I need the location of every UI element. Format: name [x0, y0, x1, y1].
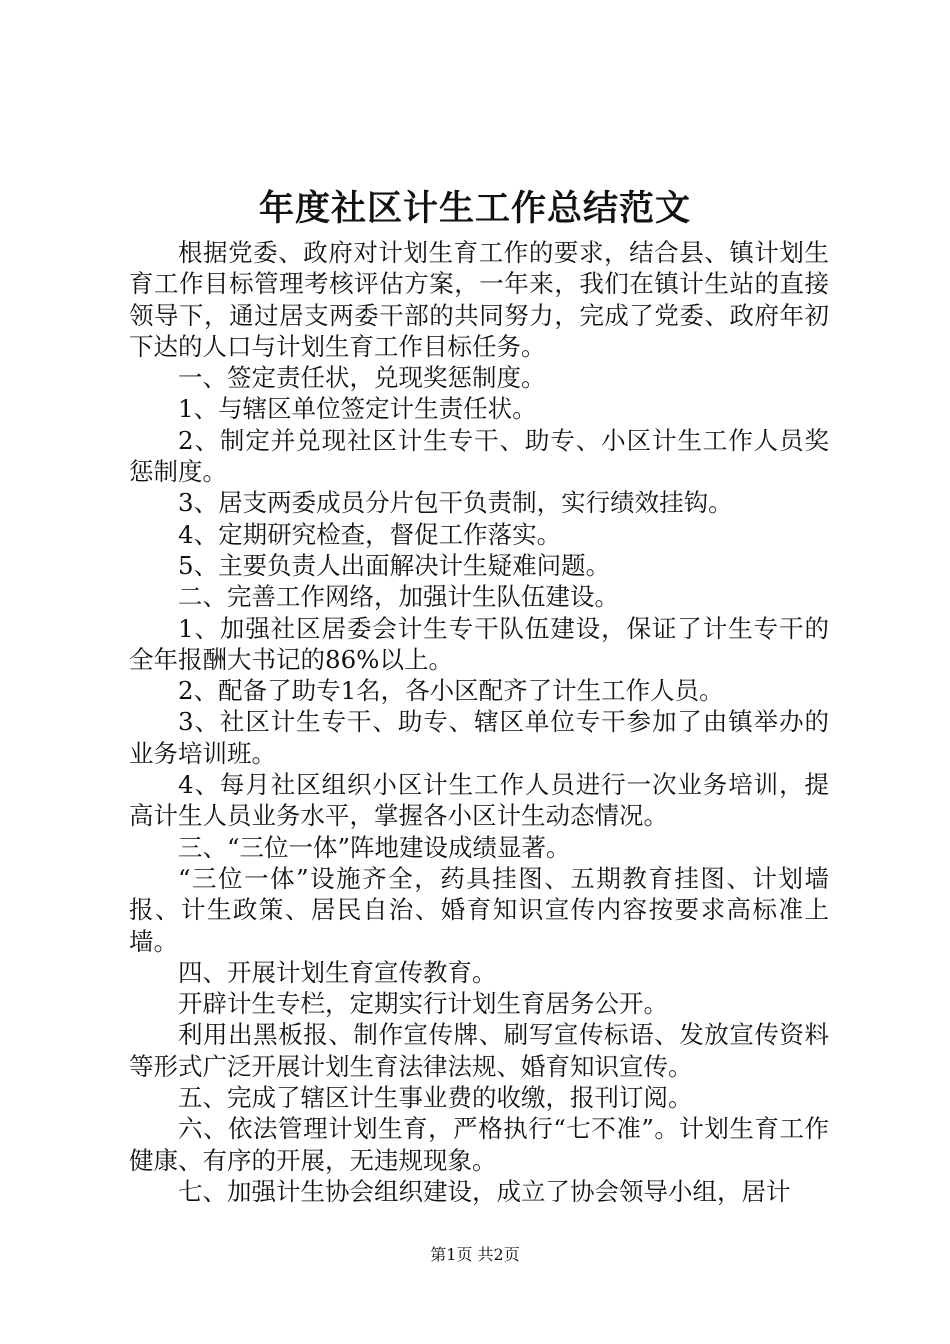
paragraph: 开辟计生专栏，定期实行计划生育居务公开。 — [178, 989, 668, 1019]
list-item: 1、与辖区单位签定计生责任状。 — [178, 394, 537, 424]
paragraph-intro: 根据党委、政府对计划生育工作的要求，结合县、镇计划生育工作目标管理考核评估方案，一年来，我们在镇计生站的直接领导下，通过居支两委干部的共同努力，完成了党委、政府年初下达的人口与计划生育工作目标任务。 — [129, 238, 829, 361]
list-item: 4、定期研究检查，督促工作落实。 — [178, 519, 562, 549]
section-heading-3: 三、“三位一体”阵地建设成绩显著。 — [178, 832, 571, 862]
section-heading-2: 二、完善工作网络，加强计生队伍建设。 — [178, 582, 619, 612]
page-footer: 第1页 共2页 — [430, 1245, 520, 1264]
list-item: 2、制定并兑现社区计生专干、助专、小区计生工作人员奖惩制度。 — [129, 425, 829, 487]
list-item: 3、居支两委成员分片包干负责制，实行绩效挂钩。 — [178, 488, 733, 518]
list-item: 3、社区计生专干、助专、辖区单位专干参加了由镇举办的业务培训班。 — [129, 707, 829, 768]
list-item: 5、主要负责人出面解决计生疑难问题。 — [178, 550, 611, 580]
document-body — [129, 237, 829, 1207]
section-heading-4: 四、开展计划生育宣传教育。 — [178, 957, 497, 987]
paragraph: “三位一体”设施齐全，药具挂图、五期教育挂图、计划墙报、计生政策、居民自治、婚育知识宣传内容按要求高标准上墙。 — [129, 863, 829, 956]
section-heading-1: 一、签定责任状，兑现奖惩制度。 — [178, 363, 546, 393]
paragraph: 利用出黑板报、制作宣传牌、刷写宣传标语、发放宣传资料等形式广泛开展计划生育法律法规、婚育知识宣传。 — [129, 1020, 829, 1081]
section-heading-6: 六、依法管理计划生育，严格执行“七不准”。计划生育工作健康、有序的开展，无违规现象。 — [129, 1114, 829, 1175]
document-title: 年度社区计生工作总结范文 — [258, 188, 691, 229]
section-heading-7: 七、加强计生协会组织建设，成立了协会领导小组，居计 — [178, 1176, 791, 1206]
section-heading-5: 五、完成了辖区计生事业费的收缴，报刊订阅。 — [178, 1083, 693, 1113]
list-item: 4、每月社区组织小区计生工作人员进行一次业务培训，提高计生人员业务水平，掌握各小区计生动态情况。 — [129, 770, 829, 831]
list-item: 2、配备了助专1名，各小区配齐了计生工作人员。 — [178, 676, 724, 706]
list-item: 1、加强社区居委会计生专干队伍建设，保证了计生专干的全年报酬大书记的86%以上。 — [129, 613, 829, 674]
